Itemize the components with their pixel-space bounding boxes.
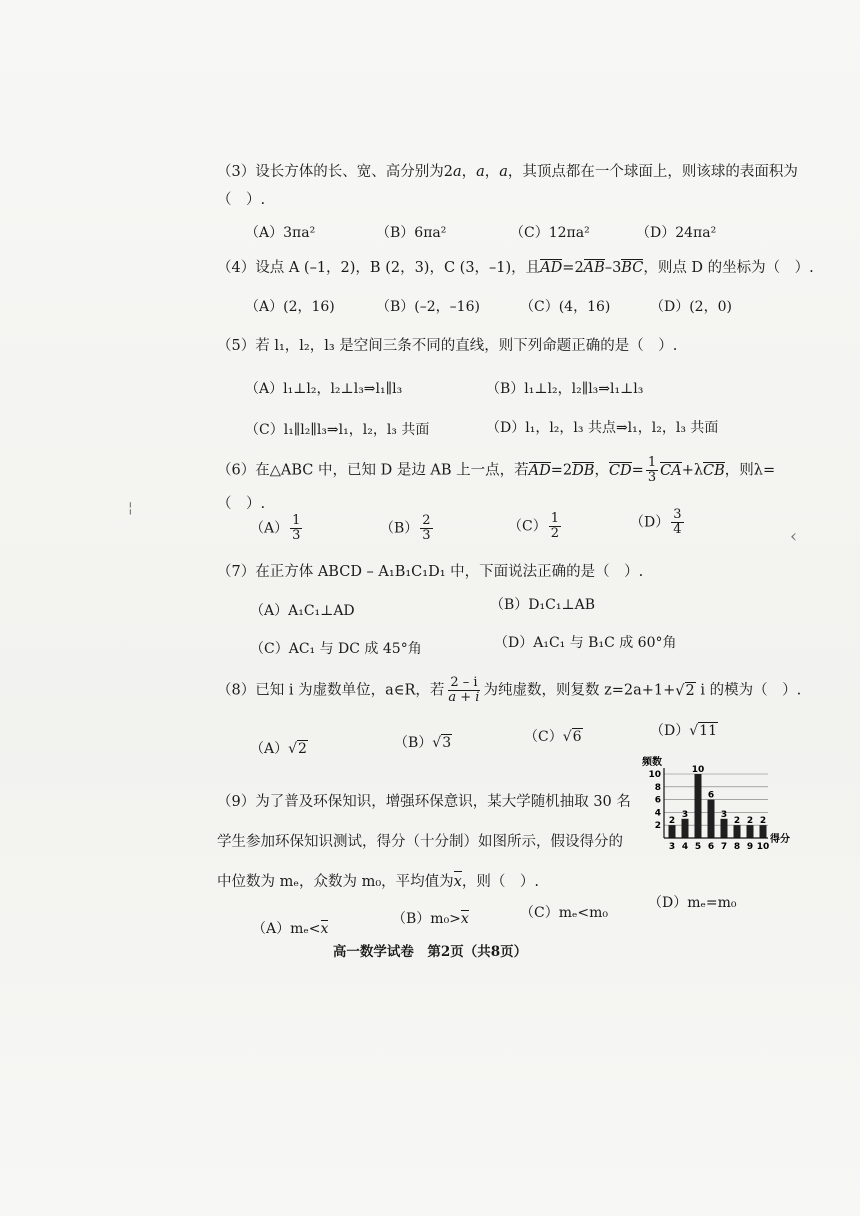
chart-data-label: 6	[707, 790, 715, 801]
chart-bar	[669, 825, 676, 838]
q9-option-a: （A）mₑ<x	[252, 921, 329, 937]
chart-bar	[760, 825, 767, 838]
q7-option-c: （C）AC₁ 与 DC 成 45°角	[250, 641, 422, 657]
chart-xlabel: 得分	[770, 834, 790, 845]
frequency-bar-chart	[642, 754, 802, 854]
q8-stem: （8）已知 i 为虚数单位，a∈R，若 $\frac{2 - i}{a + i}$ 为纯虚数，则复数 z=2a+1+√2 i 的模为（ ）.	[217, 675, 802, 705]
q7-option-a: （A）A₁C₁⊥AD	[250, 603, 355, 619]
q4-option-b: （B）(–2，–16)	[376, 299, 480, 315]
q7-stem: （7）在正方体 ABCD – A₁B₁C₁D₁ 中，下面说法正确的是（ ）.	[217, 564, 644, 580]
chart-y-tick-label: 4	[654, 808, 661, 819]
q8-option-a: （A）√2	[250, 741, 307, 757]
q6-option-a: （A） $\frac{1}{3}$	[250, 513, 301, 543]
chart-data-label: 2	[668, 816, 676, 827]
q6-option-d: （D） $\frac{3}{4}$	[630, 507, 682, 537]
q6-option-c: （C） $\frac{1}{2}$	[508, 511, 559, 541]
q4-stem: （4）设点 A (–1，2)，B (2，3)，C (3，–1)，且AD=2AB–3BC，则点 D 的坐标为（ ）.	[217, 260, 814, 276]
q6-option-b: （B） $\frac{2}{3}$	[380, 513, 431, 543]
q9-line-1: （9）为了普及环保知识，增强环保意识，某大学随机抽取 30 名	[217, 794, 631, 810]
chart-bar	[682, 819, 689, 838]
chart-data-label: 3	[681, 809, 689, 820]
q5-option-d: （D）l₁，l₂，l₃ 共点⇒l₁，l₂，l₃ 共面	[486, 420, 719, 436]
q7-option-d: （D）A₁C₁ 与 B₁C 成 60°角	[494, 635, 677, 651]
chart-x-tick-label: 6	[707, 842, 715, 852]
q9-option-c: （C）mₑ<m₀	[520, 905, 609, 921]
q9-line-3: 中位数为 mₑ，众数为 m₀，平均值为x，则（ ）.	[217, 874, 539, 890]
chart-bar	[695, 774, 702, 838]
q9-option-d: （D）mₑ=m₀	[648, 895, 737, 911]
chart-bar	[708, 800, 715, 838]
q3-stem: （3）设长方体的长、宽、高分别为2a，a，a，其顶点都在一个球面上，则该球的表面积为	[217, 164, 798, 180]
q3-option-c: （C）12πa²	[510, 225, 590, 241]
scan-artifact: ‹	[790, 526, 798, 547]
chart-data-label: 2	[746, 816, 754, 827]
chart-x-tick-label: 5	[694, 842, 702, 852]
q8-option-d: （D）√11	[650, 723, 717, 739]
q4-option-c: （C）(4，16)	[520, 299, 611, 315]
chart-ylabel: 频数	[642, 757, 662, 768]
chart-x-tick-label: 3	[668, 842, 676, 852]
q3-stem-cont: （ ）.	[217, 192, 266, 208]
chart-y-tick-label: 2	[654, 821, 661, 832]
q6-stem: （6）在△ABC 中，已知 D 是边 AB 上一点，若AD=2DB，CD= $\frac{1}{3}$ CA+λCB，则λ=	[217, 455, 776, 485]
q9-option-b: （B）m₀>x	[392, 911, 469, 927]
page-footer: 高一数学试卷 第2页（共8页）	[332, 944, 528, 960]
q3-option-b: （B）6πa²	[376, 225, 447, 241]
q5-option-c: （C）l₁∥l₂∥l₃⇒l₁，l₂，l₃ 共面	[245, 422, 430, 438]
chart-x-tick-label: 9	[746, 842, 754, 852]
q8-option-b: （B）√3	[394, 735, 452, 751]
chart-y-tick-label: 8	[654, 782, 661, 793]
q3-option-a: （A）3πa²	[245, 225, 316, 241]
q9-line-2: 学生参加环保知识测试，得分（十分制）如图所示，假设得分的	[217, 834, 623, 850]
q4-option-d: （D）(2，0)	[650, 299, 732, 315]
q5-stem: （5）若 l₁，l₂，l₃ 是空间三条不同的直线，则下列命题正确的是（ ）.	[217, 338, 678, 354]
chart-y-tick-label: 10	[648, 770, 661, 780]
q7-option-b: （B）D₁C₁⊥AB	[490, 597, 596, 613]
scan-artifact: ¦	[128, 500, 133, 516]
chart-data-label: 2	[759, 816, 767, 827]
chart-data-label: 2	[733, 816, 741, 827]
chart-x-tick-label: 8	[733, 842, 741, 852]
chart-y-tick-label: 6	[654, 795, 661, 806]
chart-data-label: 3	[720, 809, 728, 820]
chart-x-tick-label: 7	[720, 842, 728, 852]
q6-stem-cont: （ ）.	[217, 496, 266, 512]
chart-x-tick-label: 10	[756, 842, 770, 852]
q5-option-b: （B）l₁⊥l₂，l₂∥l₃⇒l₁⊥l₃	[486, 381, 644, 397]
q8-option-c: （C）√6	[524, 729, 582, 745]
chart-bar	[734, 825, 741, 838]
chart-bar	[721, 819, 728, 838]
q5-option-a: （A）l₁⊥l₂，l₂⊥l₃⇒l₁∥l₃	[245, 381, 403, 397]
q4-option-a: （A）(2，16)	[245, 299, 335, 315]
chart-x-tick-label: 4	[681, 842, 689, 852]
q3-option-d: （D）24πa²	[636, 225, 717, 241]
chart-bar	[747, 825, 754, 838]
chart-data-label: 10	[691, 765, 705, 775]
